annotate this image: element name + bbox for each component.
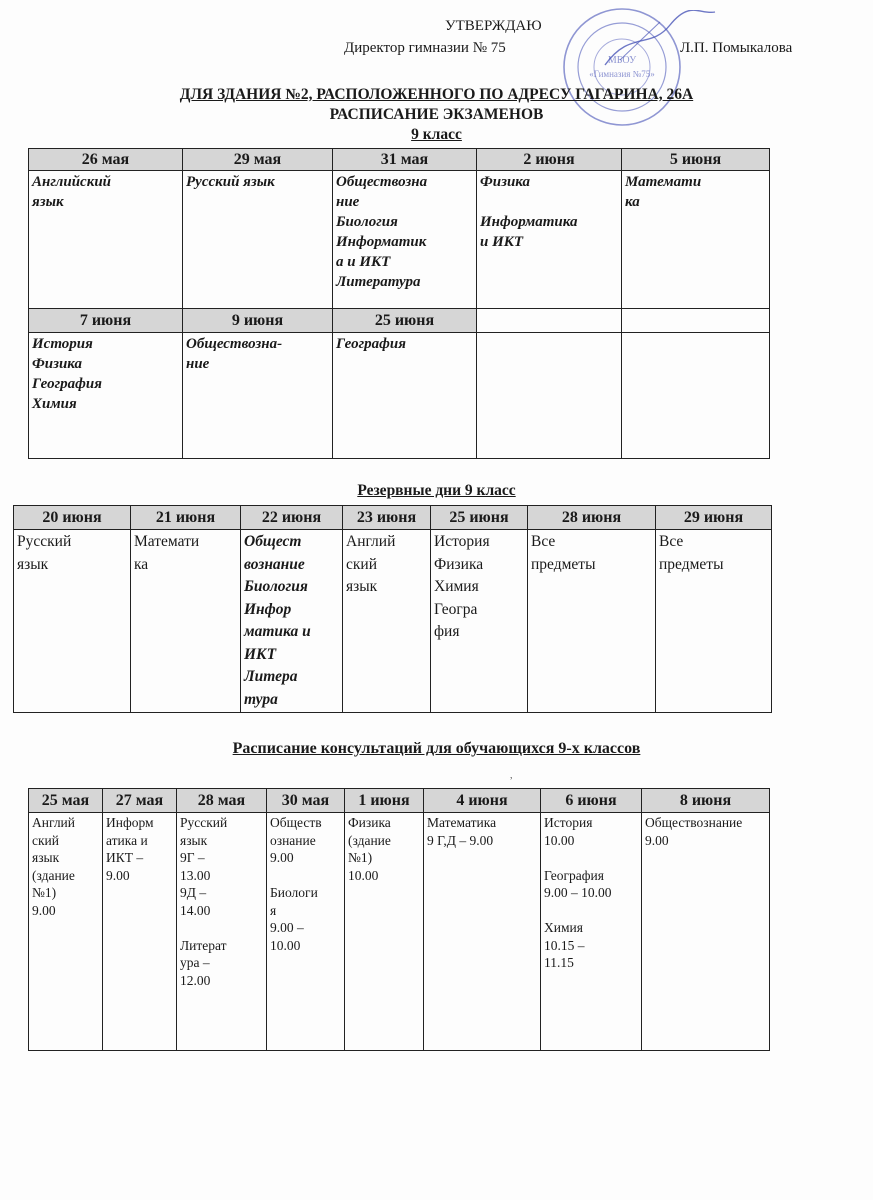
consult-date: 1 июня — [345, 789, 424, 813]
consult-entry: Информ атика и ИКТ – 9.00 — [103, 813, 177, 1051]
exam-date: 9 июня — [183, 309, 333, 333]
reserve-subject: Англий ский язык — [343, 530, 431, 713]
reserve-date: 25 июня — [431, 506, 528, 530]
exam-subjects-row-2 — [29, 333, 770, 459]
scan-mark: , — [510, 770, 513, 781]
reserve-heading: Резервные дни 9 класс — [357, 482, 516, 499]
exam-date-empty — [477, 309, 622, 333]
schedule-heading: РАСПИСАНИЕ ЭКЗАМЕНОВ — [329, 106, 544, 123]
exam-dates-row-1 — [29, 149, 770, 171]
exam-subject: Английский язык — [29, 171, 183, 309]
consult-date: 30 мая — [267, 789, 345, 813]
exam-date: 31 мая — [333, 149, 477, 171]
exam-subject: История Физика География Химия — [29, 333, 183, 459]
consult-entry: Англий ский язык (здание №1) 9.00 — [29, 813, 103, 1051]
exam-date: 26 мая — [29, 149, 183, 171]
reserve-subject: Математи ка — [131, 530, 241, 713]
exam-subject-empty — [622, 333, 770, 459]
consult-entry: Физика (здание №1) 10.00 — [345, 813, 424, 1051]
reserve-subject: Русский язык — [14, 530, 131, 713]
exam-table — [28, 148, 770, 459]
exam-subject-empty — [477, 333, 622, 459]
exam-subject: Математи ка — [622, 171, 770, 309]
exam-subject: Обществозна- ние — [183, 333, 333, 459]
reserve-date: 20 июня — [14, 506, 131, 530]
exam-subject: Обществозна ние Биология Информатик а и ИКТ Литература — [333, 171, 477, 309]
exam-subject: Русский язык — [183, 171, 333, 309]
consult-entry: Обществ ознание 9.00 Биологи я 9.00 – 10.00 — [267, 813, 345, 1051]
grade-label: 9 класс — [411, 126, 462, 143]
reserve-date: 21 июня — [131, 506, 241, 530]
reserve-date: 29 июня — [656, 506, 772, 530]
consult-entries-row — [29, 813, 770, 1051]
grade-heading — [0, 126, 873, 144]
reserve-table — [13, 505, 772, 713]
director-title: Директор гимназии № 75 — [344, 40, 506, 56]
reserve-date: 22 июня — [241, 506, 343, 530]
reserve-date: 28 июня — [528, 506, 656, 530]
exam-subject: География — [333, 333, 477, 459]
consult-date: 25 мая — [29, 789, 103, 813]
signer-name: Л.П. Помыкалова — [680, 40, 793, 56]
consult-entry: История 10.00 География 9.00 – 10.00 Химия 10.15 – 11.15 — [541, 813, 642, 1051]
exam-date: 25 июня — [333, 309, 477, 333]
consult-date: 27 мая — [103, 789, 177, 813]
consult-table — [28, 788, 770, 1051]
exam-date: 29 мая — [183, 149, 333, 171]
reserve-subject: История Физика Химия Геогра фия — [431, 530, 528, 713]
reserve-date: 23 июня — [343, 506, 431, 530]
consult-entry: Русский язык 9Г – 13.00 9Д – 14.00 Литерат ура – 12.00 — [177, 813, 267, 1051]
consult-date: 6 июня — [541, 789, 642, 813]
consult-date: 4 июня — [424, 789, 541, 813]
address-heading: ДЛЯ ЗДАНИЯ №2, РАСПОЛОЖЕННОГО ПО АДРЕСУ ГАГАРИНА, 26А — [179, 86, 694, 103]
consult-date: 28 мая — [177, 789, 267, 813]
reserve-dates-row — [14, 506, 772, 530]
approval-label: УТВЕРЖДАЮ — [445, 18, 542, 34]
reserve-subject: Все предметы — [656, 530, 772, 713]
consult-entry: Обществознание 9.00 — [642, 813, 770, 1051]
consult-date: 8 июня — [642, 789, 770, 813]
reserve-subject: Все предметы — [528, 530, 656, 713]
reserve-subjects-row — [14, 530, 772, 713]
exam-date: 5 июня — [622, 149, 770, 171]
reserve-subject: Общест вознание Биология Инфор матика и ИКТ Литера тура — [241, 530, 343, 713]
consult-heading: Расписание консультаций для обучающихся 9-х классов — [232, 740, 641, 757]
exam-subject: Физика Информатика и ИКТ — [477, 171, 622, 309]
exam-subjects-row-1 — [29, 171, 770, 309]
exam-date-empty — [622, 309, 770, 333]
exam-dates-row-2 — [29, 309, 770, 333]
consult-entry: Математика 9 Г,Д – 9.00 — [424, 813, 541, 1051]
consult-dates-row — [29, 789, 770, 813]
svg-text:«Гимназия №75»: «Гимназия №75» — [589, 69, 655, 79]
svg-text:МБОУ: МБОУ — [607, 55, 637, 66]
exam-date: 7 июня — [29, 309, 183, 333]
exam-date: 2 июня — [477, 149, 622, 171]
